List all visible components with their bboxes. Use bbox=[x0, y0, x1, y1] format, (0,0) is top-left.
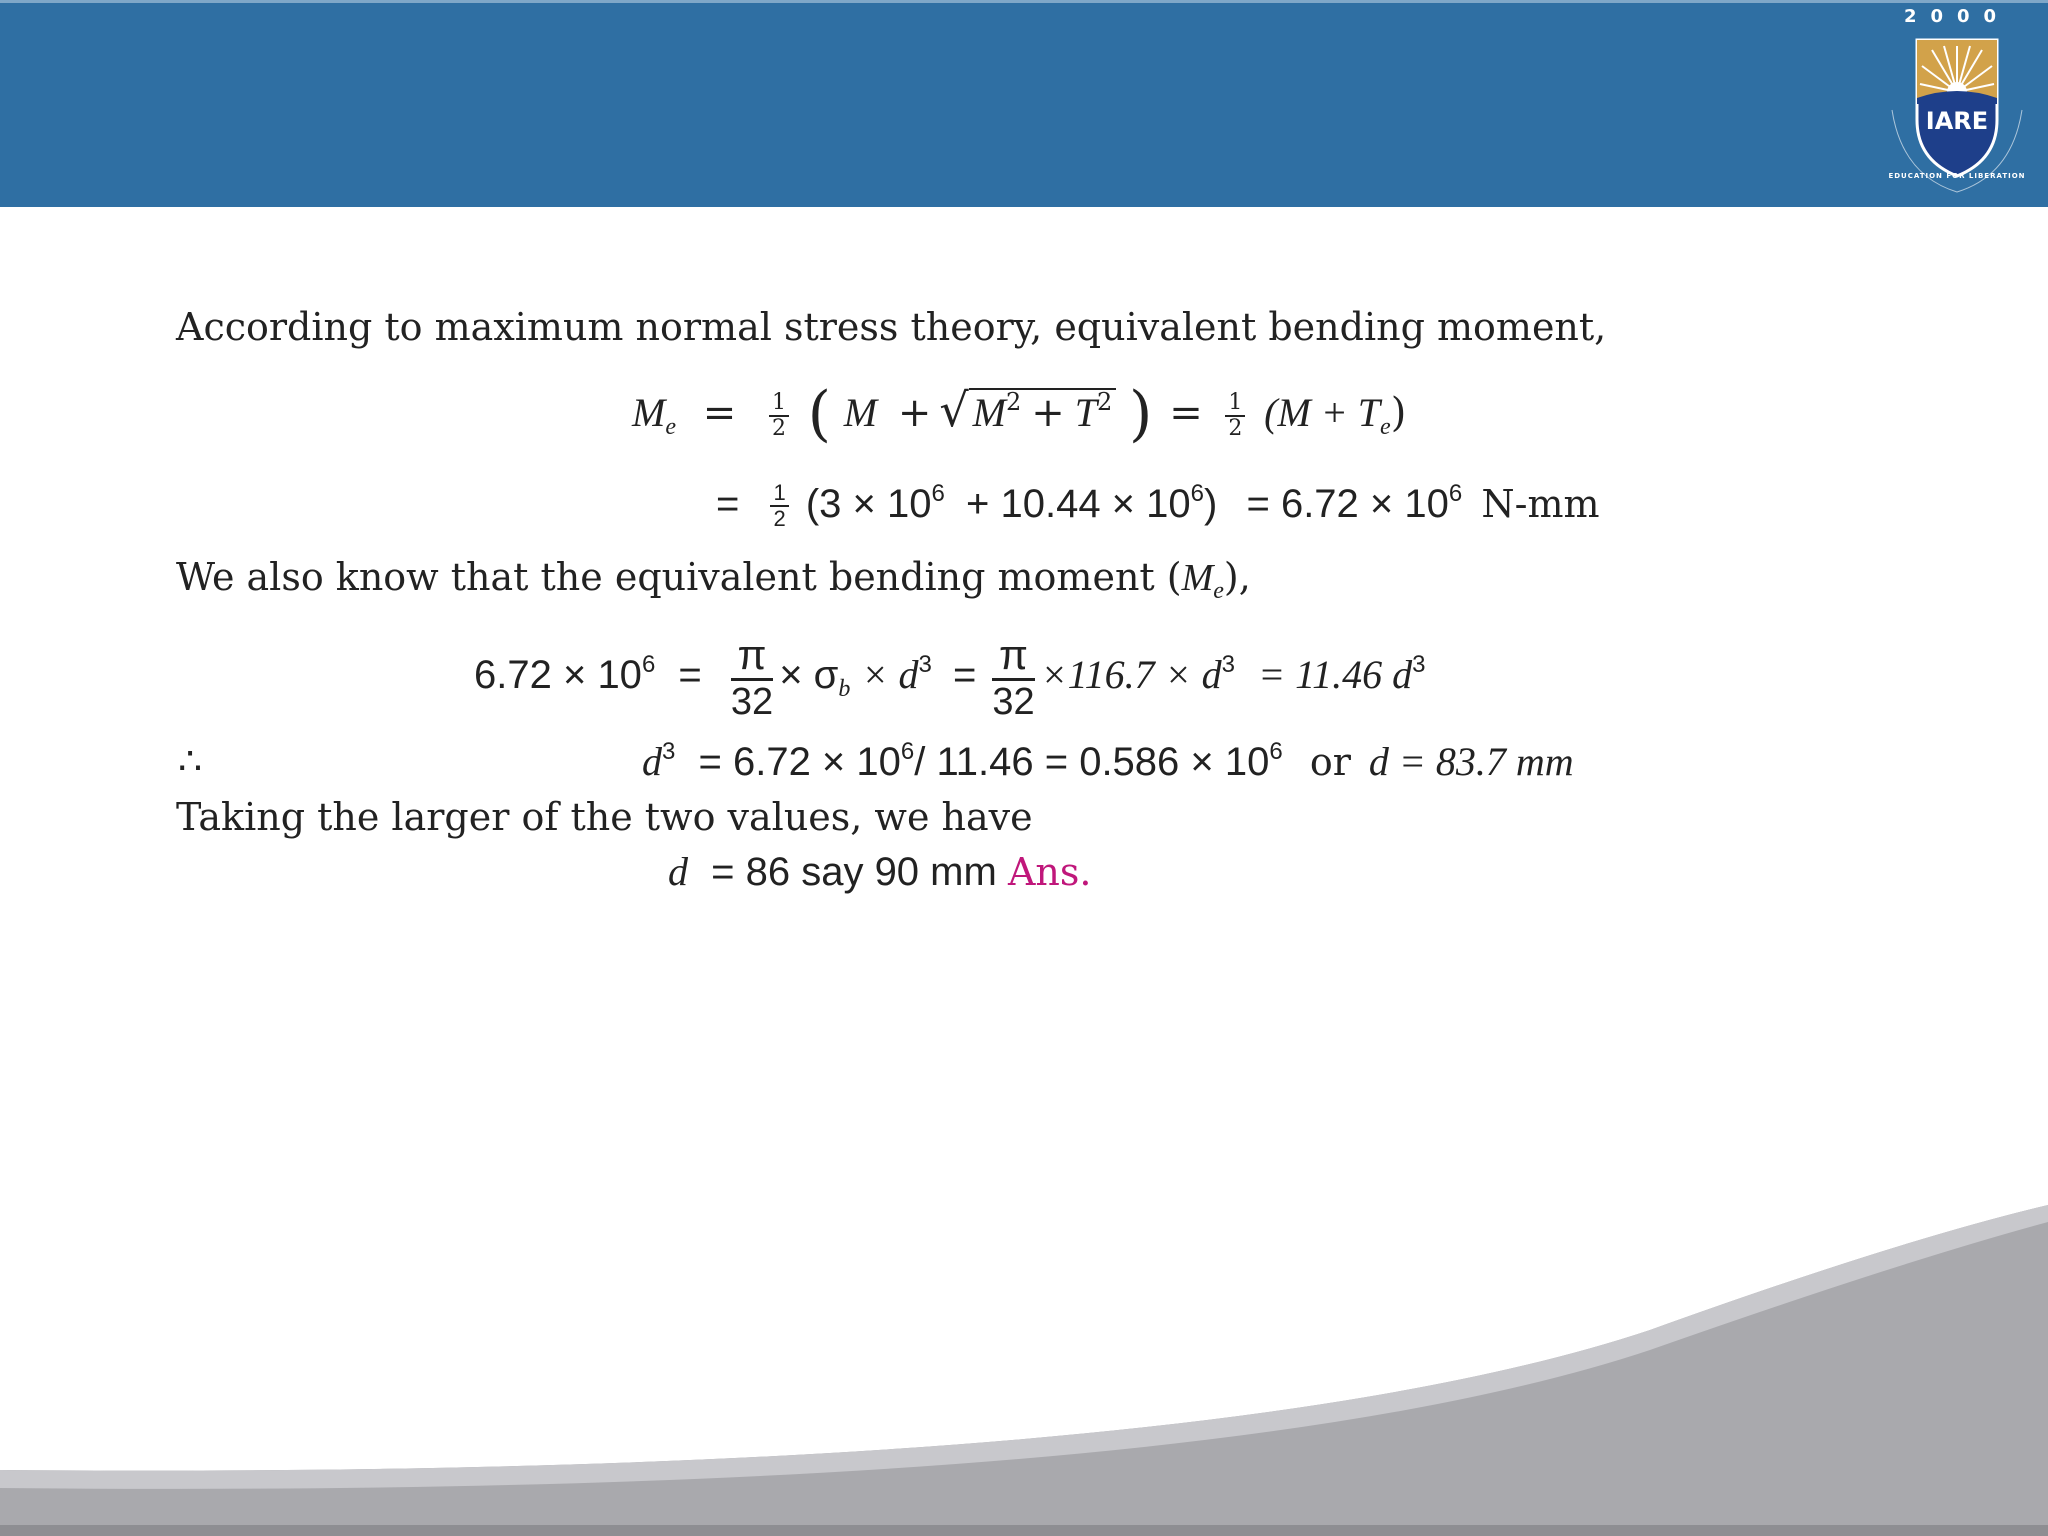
eq1-open-paren: ( bbox=[807, 379, 832, 449]
eq1-lhs-sub: e bbox=[665, 414, 676, 440]
eq1-lhs: M bbox=[632, 390, 666, 435]
eq4-final: d = 83.7 mm bbox=[1368, 739, 1574, 784]
eq3-pi-fraction-1: $\frac{\pi}{32}$ bbox=[730, 631, 774, 723]
eq1-radicand: $M^2 + T^2$ bbox=[969, 390, 1117, 433]
eq3-lhs: 6.72 × 10 bbox=[474, 653, 642, 698]
eq2-part1: (3 × 10 bbox=[805, 482, 932, 526]
eq1-equals-2: = bbox=[1169, 390, 1203, 436]
eq3-pi-fraction-2: $\frac{\pi}{32}$ bbox=[992, 631, 1035, 723]
eq2-part2: + 10.44 × 10 bbox=[966, 482, 1191, 526]
eq1-close-paren: ) bbox=[1129, 379, 1153, 449]
logo-name: IARE bbox=[1925, 107, 1989, 135]
eq2-unit: N-mm bbox=[1481, 482, 1600, 526]
eq2-result: = 6.72 × 10 bbox=[1246, 482, 1449, 526]
equation-1: $M_e$ = $\frac{1}{2}$ ( M + √ $M^2 + T^2$ ) = $\frac{1}{2}$ $(M + T_e)$ bbox=[632, 379, 1407, 449]
equivalent-moment-text: We also know that the equivalent bending moment $(M_e)$, bbox=[176, 555, 1251, 604]
equation-2: = $\frac{1}{2}$ $(3 \times 10^6 + 10.44 \times 10^6) = 6.72 \times 10^6$ N-mm bbox=[716, 480, 1600, 532]
sqrt-icon: √ bbox=[939, 383, 969, 437]
larger-value-text: Taking the larger of the two values, we have bbox=[176, 795, 1033, 839]
eq3-result: = 11.46 d bbox=[1258, 652, 1413, 698]
logo-year: 2000 bbox=[1903, 6, 2011, 27]
equation-5: d = 86 say 90 mm Ans. bbox=[668, 849, 1092, 894]
answer-label: Ans. bbox=[1007, 850, 1092, 894]
eq2-half-fraction: $\frac{1}{2}$ bbox=[770, 482, 788, 530]
eq1-half-fraction: $\frac{1}{2}$ bbox=[769, 392, 789, 440]
eq1-rhs: (M + T bbox=[1264, 390, 1381, 435]
eq2-equals: = bbox=[716, 482, 740, 526]
equation-3: $6.72 \times 10^6$ = $\frac{\pi}{32}$ × $\sigma_b \times d^3$ = $\frac{\pi}{32}$ $\times 116.7 \times d^3 = 11.46$ $d^3$ bbox=[474, 631, 1426, 723]
eq1-half-fraction-2: $\frac{1}{2}$ bbox=[1225, 392, 1245, 440]
logo-motto: EDUCATION FOR LIBERATION bbox=[1888, 172, 2026, 180]
therefore-symbol: ∴ bbox=[178, 739, 203, 783]
eq1-plus: + bbox=[897, 390, 932, 436]
eq1-m: M bbox=[843, 390, 878, 435]
intro-text: According to maximum normal stress theory, equivalent bending moment, bbox=[176, 305, 1607, 349]
equation-4: $d^3 = 6.72 \times 10^6/$ $11.46 = 0.586 \times 10^6$ or d = 83.7 mm bbox=[642, 738, 1574, 784]
eq1-equals: = bbox=[702, 390, 737, 436]
